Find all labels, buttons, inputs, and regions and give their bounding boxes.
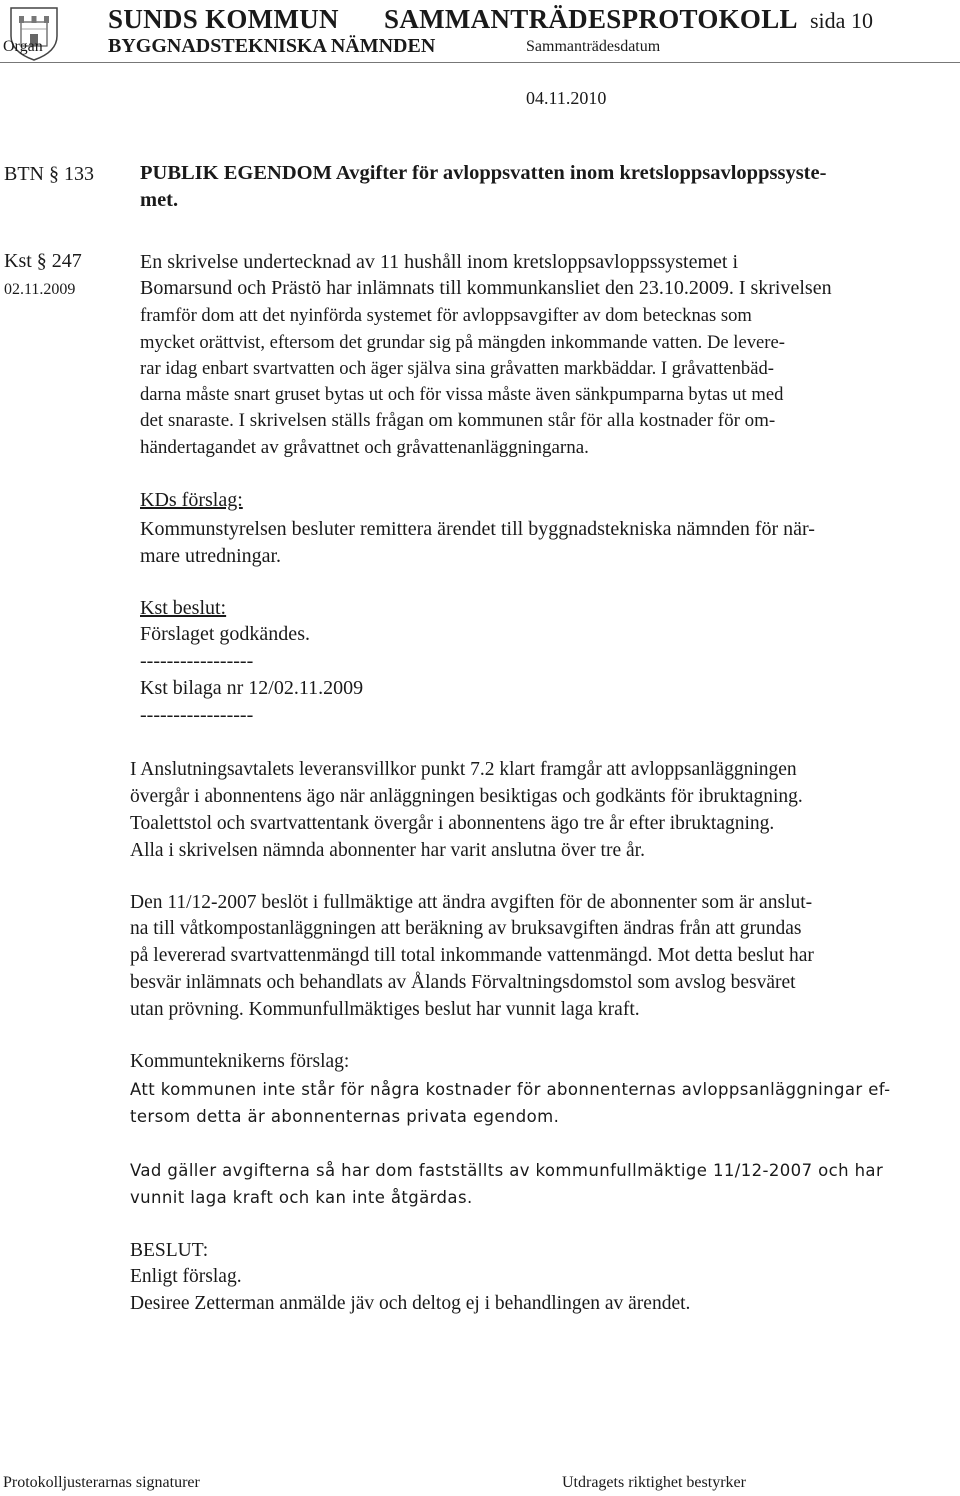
btn-reference: BTN § 133 [4, 163, 94, 185]
technician-proposal-line: Att kommunen inte står för några kostnader för abonnenternas avloppsanläggningar ef- [130, 1080, 891, 1099]
background-line: En skrivelse undertecknad av 11 hushåll inom kretsloppsavloppssystemet i [140, 251, 739, 273]
attachment-reference: Kst bilaga nr 12/02.11.2009 [140, 677, 364, 699]
background-line: det snaraste. I skrivelsen ställs frågan om kommunen står för alla kostnader för om- [140, 410, 776, 431]
document-type: SAMMANTRÄDESPROTOKOLL [384, 4, 798, 34]
kst-decision-text: Förslaget godkändes. [140, 623, 310, 645]
info-line: övergår i abonnentens ägo när anläggningen besiktigas och godkänts för ibruktagning. [130, 786, 803, 807]
background-line: händertagandet av gråvattnet och gråvattenanläggningarna. [140, 437, 589, 458]
kst-reference: Kst § 247 [4, 250, 82, 272]
fee-line: vunnit laga kraft och kan inte åtgärdas. [130, 1188, 473, 1207]
recusal-note: Desiree Zetterman anmälde jäv och deltog ej i behandlingen av ärendet. [130, 1293, 691, 1314]
info-line: utan prövning. Kommunfullmäktiges beslut har vunnit laga kraft. [130, 999, 640, 1020]
background-line: darna måste snart gruset bytas ut och för vissa måste även sänkpumparna bytas ut med [140, 384, 784, 405]
background-line: Bomarsund och Prästö har inlämnats till kommunkansliet den 23.10.2009. I skrivelsen [140, 277, 832, 299]
technician-proposal-heading: Kommunteknikerns förslag: [130, 1051, 350, 1072]
separator-line: ----------------- [140, 650, 254, 672]
item-title-continuation: met. [140, 189, 179, 211]
kst-decision-heading: Kst beslut: [140, 597, 227, 619]
decision-text: Enligt förslag. [130, 1266, 242, 1287]
footer-verification-label: Utdragets riktighet bestyrker [562, 1474, 746, 1491]
kd-proposal-heading: KDs förslag: [140, 489, 243, 511]
fee-line: Vad gäller avgifterna så har dom fastställts av kommunfullmäktige 11/12-2007 och har [130, 1161, 884, 1180]
organ-label: Organ [3, 38, 43, 55]
kd-proposal-line: mare utredningar. [140, 545, 282, 567]
kd-proposal-line: Kommunstyrelsen besluter remittera ärendet till byggnadstekniska nämnden för när- [140, 518, 815, 540]
technician-proposal-line: tersom detta är abonnenternas privata egendom. [130, 1107, 560, 1126]
kst-reference-date: 02.11.2009 [4, 281, 76, 298]
background-line: framför dom att det nyinförda systemet för avloppsavgifter av dom betecknas som [140, 305, 752, 326]
organ-name: BYGGNADSTEKNISKA NÄMNDEN [108, 35, 436, 57]
info-line: na till våtkompostanläggningen att beräkning av bruksavgiften ändras från att grundas [130, 918, 802, 939]
header-divider [0, 62, 960, 63]
page-number: sida 10 [810, 8, 873, 33]
background-line: mycket orättvist, eftersom det grundar sig på mängden inkommande vatten. De levere- [140, 332, 785, 353]
meeting-date-label: Sammanträdesdatum [526, 38, 661, 55]
separator-line: ----------------- [140, 704, 254, 726]
info-line: Den 11/12-2007 beslöt i fullmäktige att ändra avgiften för de abonnenter som är anslut- [130, 892, 813, 913]
item-title: PUBLIK EGENDOM Avgifter för avloppsvatten inom kretsloppsavloppssyste- [140, 162, 827, 184]
footer-signatures-label: Protokolljusterarnas signaturer [3, 1474, 200, 1491]
meeting-date: 04.11.2010 [526, 88, 607, 108]
info-line: Toalettstol och svartvattentank övergår i abonnentens ägo tre år efter ibruktagning. [130, 813, 775, 834]
info-line: på levererad svartvattenmängd till total inkommande vattenmängd. Mot detta beslut har [130, 945, 814, 966]
info-line: Alla i skrivelsen nämnda abonnenter har varit anslutna över tre år. [130, 840, 645, 861]
municipality-name: SUNDS KOMMUN [108, 4, 339, 34]
info-line: besvär inlämnats och behandlats av Ålands Förvaltningsdomstol som avslog besväret [130, 972, 796, 993]
info-line: I Anslutningsavtalets leveransvillkor punkt 7.2 klart framgår att avloppsanläggningen [130, 759, 797, 780]
background-line: rar idag enbart svartvatten och äger själva sina gråvatten markbäddar. I gråvattenbäd- [140, 358, 774, 379]
decision-heading: BESLUT: [130, 1240, 209, 1261]
